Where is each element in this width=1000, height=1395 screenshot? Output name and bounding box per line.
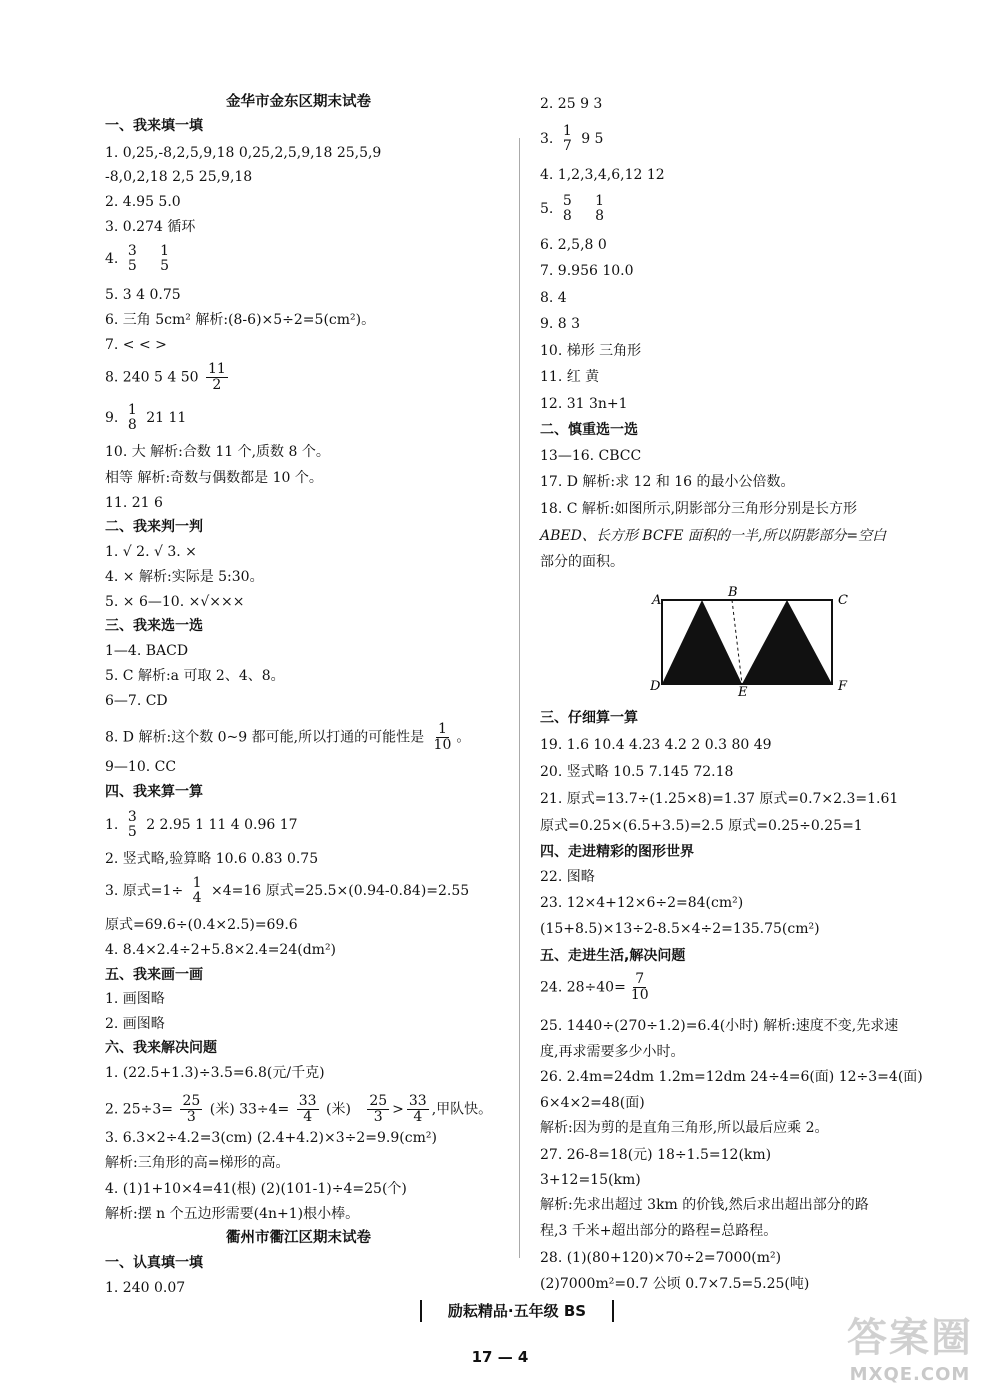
answer-line: 11. 红 黄: [540, 369, 600, 385]
rectangle-triangle-figure: [650, 586, 850, 698]
label-f: F: [838, 679, 848, 694]
answer-line: 9—10. CC: [105, 759, 177, 775]
answer-line: (15+8.5)×13÷2-8.5×4÷2=135.75(cm²): [540, 921, 820, 937]
answer-line: 程,3 千米+超出部分的路程=总路程。: [540, 1223, 778, 1239]
footer: [420, 1296, 630, 1334]
answer-line: 10. 梯形 三角形: [540, 343, 642, 359]
answer-line: 1. (22.5+1.3)÷3.5=6.8(元/千克): [105, 1065, 325, 1081]
answer-line: 原式=69.6÷(0.4×2.5)=69.6: [105, 917, 298, 933]
answer-line: (2)7000m²=0.7 公顷 0.7×7.5=5.25(吨): [540, 1276, 810, 1292]
answer-line: 19. 1.6 10.4 4.23 4.2 2 0.3 80 49: [540, 737, 772, 753]
answer-line: 解析:先求出超过 3km 的价钱,然后求出超出部分的路: [540, 1197, 869, 1213]
column-divider: [519, 138, 520, 1258]
answer-line: -8,0,2,18 2,5 25,9,18: [105, 169, 253, 185]
section-title: 金华市金东区期末试卷: [226, 94, 371, 110]
answer-line: 8. 240 5 4 50 $\frac{11}{2}$: [105, 361, 226, 393]
answer-line: 24. 28÷40= $\frac{7}{10}$: [540, 971, 649, 1003]
answer-line: 3+12=15(km): [540, 1172, 641, 1188]
answer-line: 2. 25÷3= $\frac{25}{3}$ (米) 33÷4= $\frac{33}{4}$ (米) $\frac{25}{3}$ > $\frac{33}{4}$ ,甲队快。: [105, 1093, 493, 1125]
watermark-logo: [830, 1306, 990, 1390]
section-heading: 二、我来判一判: [105, 519, 203, 535]
answer-line: 1. 0,25,-8,2,5,9,18 0,25,2,5,9,18 25,5,9: [105, 145, 382, 161]
answer-line: 解析:三角形的高=梯形的高。: [105, 1155, 290, 1171]
shaded-triangle-left: [662, 600, 742, 684]
answer-line: 7. 9.956 10.0: [540, 263, 634, 279]
answer-line: 1. 3 5 2 2.95 1 11 4 0.96 17: [105, 809, 298, 840]
answer-line: 4. × 解析:实际是 5:30。: [105, 569, 264, 585]
answer-line: 25. 1440÷(270÷1.2)=6.4(小时) 解析:速度不变,先求速: [540, 1018, 899, 1034]
section-heading: 五、我来画一画: [105, 967, 203, 983]
section-heading: 四、走进精彩的图形世界: [540, 844, 694, 860]
answer-line: 18. C 解析:如图所示,阴影部分三角形分别是长方形: [540, 501, 858, 517]
answer-line: 2. 画图略: [105, 1016, 165, 1032]
section-title: 衢州市衢江区期末试卷: [226, 1230, 371, 1246]
section-heading: 二、慎重选一选: [540, 422, 638, 438]
answer-line: 1. 画图略: [105, 991, 165, 1007]
answer-line: 27. 26-8=18(元) 18÷1.5=12(km): [540, 1147, 772, 1163]
section-heading: 三、仔细算一算: [540, 710, 638, 726]
answer-line: 5. 3 4 0.75: [105, 287, 181, 303]
answer-line: 11. 21 6: [105, 495, 163, 511]
section-heading: 三、我来选一选: [105, 618, 203, 634]
answer-line: 8. D 解析:这个数 0~9 都可能,所以打通的可能性是 $\frac{1}{10}$ 。: [105, 721, 471, 753]
brand-label: 励耘精品·五年级 BS: [420, 1300, 614, 1322]
answer-line: 26. 2.4m=24dm 1.2m=12dm 24÷4=6(面) 12÷3=4(面): [540, 1069, 923, 1085]
answer-line: 10. 大 解析:合数 11 个,质数 8 个。: [105, 444, 330, 460]
answer-line: 6×4×2=48(面): [540, 1095, 645, 1111]
section-heading: 五、走进生活,解决问题: [540, 948, 686, 964]
answer-line: 2. 4.95 5.0: [105, 194, 181, 210]
answer-line: 解析:因为剪的是直角三角形,所以最后应乘 2。: [540, 1120, 829, 1136]
answer-line: 6. 三角 5cm² 解析:(8-6)×5÷2=5(cm²)。: [105, 312, 376, 328]
answer-line: 1—4. BACD: [105, 643, 189, 659]
section-heading: 六、我来解决问题: [105, 1040, 217, 1056]
answer-line: 5. C 解析:a 可取 2、4、8。: [105, 668, 285, 684]
watermark-text: 答案圈: [847, 1315, 973, 1361]
answer-line: 3. 6.3×2÷4.2=3(cm) (2.4+4.2)×3÷2=9.9(cm²): [105, 1130, 437, 1146]
answer-line: 28. (1)(80+120)×70÷2=7000(m²): [540, 1250, 782, 1266]
answer-line: 5. × 6—10. ×√×××: [105, 594, 245, 610]
answer-line: 9. 1 8 21 11: [105, 402, 187, 433]
label-c: C: [838, 593, 848, 608]
answer-line: 2. 25 9 3: [540, 96, 603, 112]
answer-line: 解析:摆 n 个五边形需要(4n+1)根小棒。: [105, 1206, 360, 1222]
answer-line: 13—16. CBCC: [540, 448, 642, 464]
answer-line: 8. 4: [540, 290, 567, 306]
answer-line: ABED、长方形 BCFE 面积的一半,所以阴影部分=空白: [540, 528, 887, 544]
answer-line: 相等 解析:奇数与偶数都是 10 个。: [105, 470, 323, 486]
answer-line: 2. 竖式略,验算略 10.6 0.83 0.75: [105, 851, 319, 867]
label-b: B: [728, 586, 738, 600]
answer-line: 度,再求需要多少小时。: [540, 1044, 685, 1060]
section-heading: 一、我来填一填: [105, 118, 203, 134]
answer-line: 7. < < >: [105, 337, 167, 353]
answer-line: 3. 原式=1÷ 1 4 ×4=16 原式=25.5×(0.94-0.84)=2.55: [105, 875, 470, 906]
section-heading: 一、认真填一填: [105, 1255, 203, 1271]
label-a: A: [652, 593, 662, 608]
answer-line: 4. 3 5 1 5: [105, 243, 170, 274]
answer-line: 21. 原式=13.7÷(1.25×8)=1.37 原式=0.7×2.3=1.61: [540, 791, 899, 807]
answer-line: 23. 12×4+12×6÷2=84(cm²): [540, 895, 744, 911]
section-heading: 四、我来算一算: [105, 784, 203, 800]
answer-line: 原式=0.25×(6.5+3.5)=2.5 原式=0.25÷0.25=1: [540, 818, 863, 834]
answer-line: 1. 240 0.07: [105, 1280, 186, 1296]
label-d: D: [650, 679, 661, 694]
answer-line: 4. (1)1+10×4=41(根) (2)(101-1)÷4=25(个): [105, 1181, 407, 1197]
page-number: 17 — 4: [471, 1348, 529, 1366]
answer-line: 4. 1,2,3,4,6,12 12: [540, 167, 665, 183]
answer-line: 17. D 解析:求 12 和 16 的最小公倍数。: [540, 474, 795, 490]
answer-line: 22. 图略: [540, 869, 595, 885]
answer-line: 20. 竖式略 10.5 7.145 72.18: [540, 764, 734, 780]
answer-line: 5. 5 8 1 8: [540, 193, 605, 224]
answer-line: 1. √ 2. √ 3. ×: [105, 544, 197, 560]
watermark-url: MXQE.COM: [849, 1364, 971, 1385]
answer-line: 部分的面积。: [540, 554, 624, 570]
label-e: E: [738, 685, 748, 698]
answer-line: 6—7. CD: [105, 693, 168, 709]
answer-line: 12. 31 3n+1: [540, 396, 628, 412]
answer-line: 4. 8.4×2.4÷2+5.8×2.4=24(dm²): [105, 942, 337, 958]
answer-line: 3. 1 7 9 5: [540, 123, 604, 154]
answer-line: 6. 2,5,8 0: [540, 237, 607, 253]
answer-line: 3. 0.274 循环: [105, 219, 196, 235]
answer-line: 9. 8 3: [540, 316, 581, 332]
shaded-triangle-right: [742, 600, 832, 684]
